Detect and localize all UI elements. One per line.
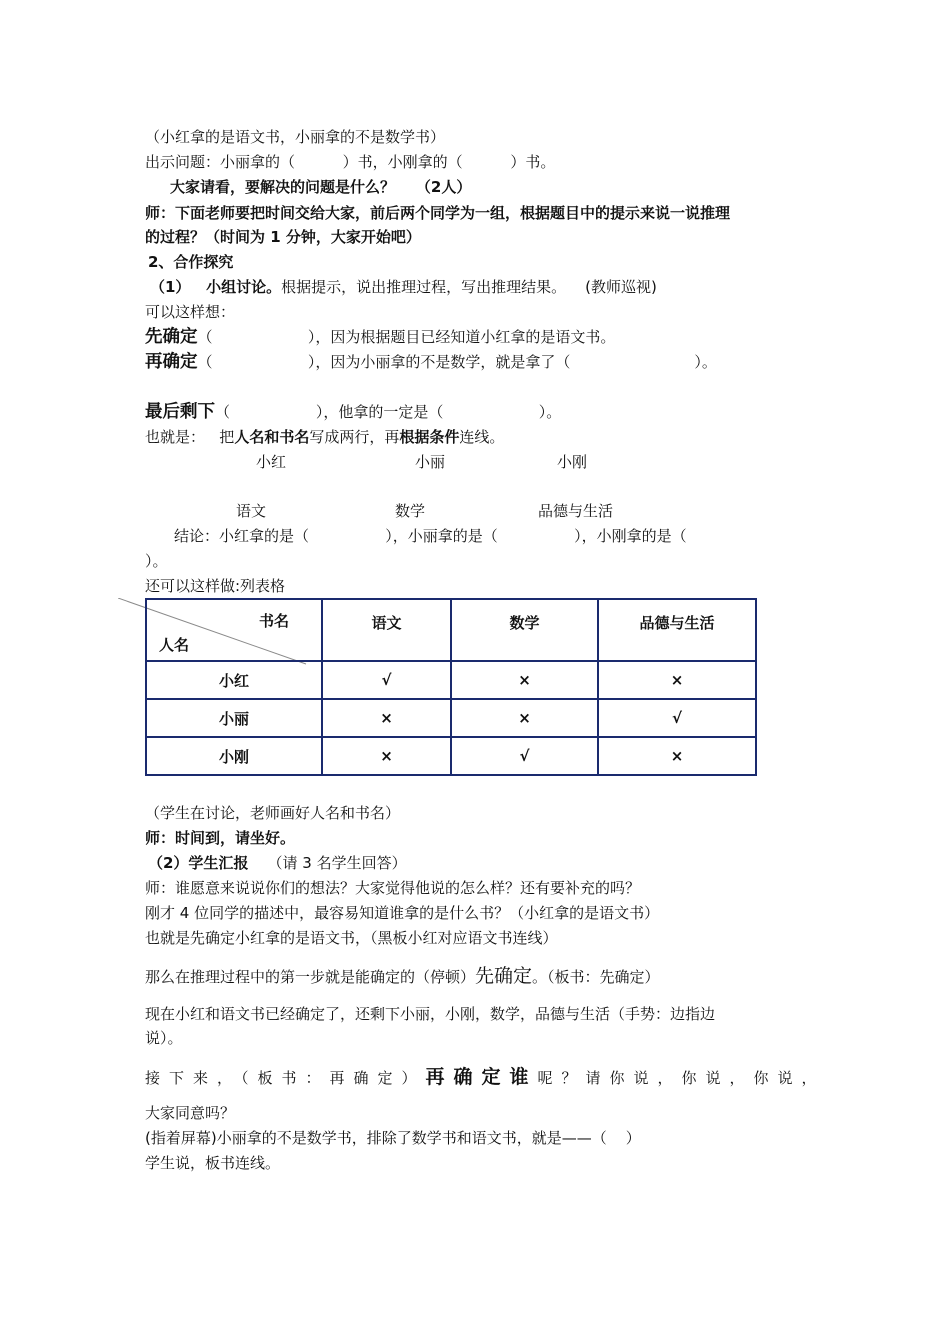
report-note: （请 3 名学生回答）: [248, 854, 407, 872]
connect-text-5: 连线。: [459, 428, 505, 446]
second-determine-label: 再确定: [145, 352, 198, 372]
column-header-label: 品德与生活: [639, 614, 715, 632]
header-book-label: 书名: [259, 612, 290, 630]
connect-instruction: [145, 426, 504, 448]
discussion-note: （学生在讨论，老师画好人名和书名）: [145, 804, 401, 822]
remaining-explain-2: 说）。: [145, 1029, 183, 1047]
screen-explain: (指着屏幕)小丽拿的不是数学书，排除了数学书和语文书，就是——（ ）: [145, 1129, 641, 1147]
column-header-1: [322, 599, 451, 661]
next-step-prompt: 呢？请你说，你说，你说，: [537, 1069, 826, 1087]
row-name: 小丽: [146, 699, 322, 737]
first-determine-line: [145, 326, 615, 348]
connect-text-3: 写成两行，再: [309, 428, 400, 446]
row-name: 小红: [146, 661, 322, 699]
group-discussion-label: （1） 小组讨论。: [150, 278, 282, 296]
connect-text-1: 也就是： 把: [145, 428, 235, 446]
remaining-line: [145, 401, 561, 423]
table-cell: ×: [322, 699, 451, 737]
person-name-2: 小丽: [415, 453, 446, 471]
table-row: [146, 737, 756, 775]
description-question: 刚才 4 位同学的描述中，最容易知道谁拿的是什么书？（小红拿的是语文书）: [145, 904, 660, 922]
book-name-1: 语文: [236, 502, 267, 520]
connect-text-2: 人名和书名: [234, 428, 310, 446]
column-header-label: 数学: [509, 614, 540, 632]
table-cell: ×: [451, 699, 598, 737]
think-intro: 可以这样想：: [145, 303, 236, 321]
first-step-emphasis: 先确定: [475, 965, 533, 987]
teacher-question: 师：谁愿意来说说你们的想法？大家觉得他说的怎么样？还有要补充的吗？: [145, 879, 641, 897]
column-header-label: 语文: [371, 614, 402, 632]
book-name-2: 数学: [395, 502, 426, 520]
person-name-3: 小刚: [557, 453, 588, 471]
conclusion-end: ）。: [145, 552, 168, 570]
table-cell: ×: [322, 737, 451, 775]
book-name-3: 品德与生活: [538, 502, 614, 520]
table-cell: √: [451, 737, 598, 775]
second-determine-text: （ ），因为小丽拿的不是数学，就是拿了（ ）。: [197, 353, 717, 371]
section-heading: 2、合作探究: [148, 253, 234, 271]
person-name-1: 小红: [256, 453, 287, 471]
second-determine-line: [145, 351, 717, 373]
reasoning-table: [145, 598, 757, 776]
row-name: 小刚: [146, 737, 322, 775]
time-up-line: 师：时间到，请坐好。: [145, 829, 296, 847]
table-cell: ×: [598, 661, 756, 699]
condition-note: （小红拿的是语文书，小丽拿的不是数学书）: [145, 128, 446, 146]
next-step-line: [145, 1066, 826, 1089]
first-determine-explain: 也就是先确定小红拿的是语文书，（黑板小红对应语文书连线）: [145, 929, 558, 947]
table-corner-cell: [146, 599, 322, 661]
table-cell: √: [322, 661, 451, 699]
first-determine-label: 先确定: [145, 327, 198, 347]
table-cell: ×: [451, 661, 598, 699]
remaining-text: （ ），他拿的一定是（ ）。: [215, 403, 562, 421]
report-line: [148, 852, 407, 874]
prompt-line: 大家请看，要解决的问题是什么？ （2人）: [170, 178, 472, 196]
report-label: （2）学生汇报: [148, 854, 249, 872]
table-intro: 还可以这样做:列表格: [145, 577, 286, 595]
conclusion-line: 结论：小红拿的是（ ），小丽拿的是（ ），小刚拿的是（: [174, 527, 687, 545]
group-discussion-line: [150, 276, 657, 298]
teacher-instruction-1: 师：下面老师要把时间交给大家，前后两个同学为一组，根据题目中的提示来说一说推理: [145, 204, 731, 222]
next-step-emphasis: 再确定谁: [425, 1066, 538, 1088]
remaining-label: 最后剩下: [145, 402, 215, 422]
first-step-text: 那么在推理过程中的第一步就是能确定的（停顿）: [145, 968, 476, 986]
next-step-text: 接下来，（板书：再确定）: [145, 1069, 426, 1087]
question-line: 出示问题：小丽拿的（ ）书，小刚拿的（ ）书。: [145, 153, 556, 171]
table-row: [146, 661, 756, 699]
table-cell: √: [598, 699, 756, 737]
column-header-2: [451, 599, 598, 661]
table-header-row: [146, 599, 756, 661]
connect-text-4: 根据条件: [399, 428, 460, 446]
table-row: [146, 699, 756, 737]
first-determine-text: （ ），因为根据题目已经知道小红拿的是语文书。: [197, 328, 616, 346]
first-step-board: 。（板书：先确定）: [532, 968, 660, 986]
remaining-explain-1: 现在小红和语文书已经确定了，还剩下小丽，小刚，数学，品德与生活（手势：边指边: [145, 1005, 716, 1023]
header-person-label: 人名: [159, 636, 190, 654]
column-header-3: [598, 599, 756, 661]
group-discussion-text: 根据提示，说出推理过程，写出推理结果。 (教师巡视): [281, 278, 657, 296]
first-step-line: [145, 965, 660, 988]
table-cell: ×: [598, 737, 756, 775]
teacher-instruction-2: 的过程？（时间为 1 分钟，大家开始吧）: [145, 228, 421, 246]
agree-question: 大家同意吗？: [145, 1104, 236, 1122]
student-answer: 学生说，板书连线。: [145, 1154, 281, 1172]
